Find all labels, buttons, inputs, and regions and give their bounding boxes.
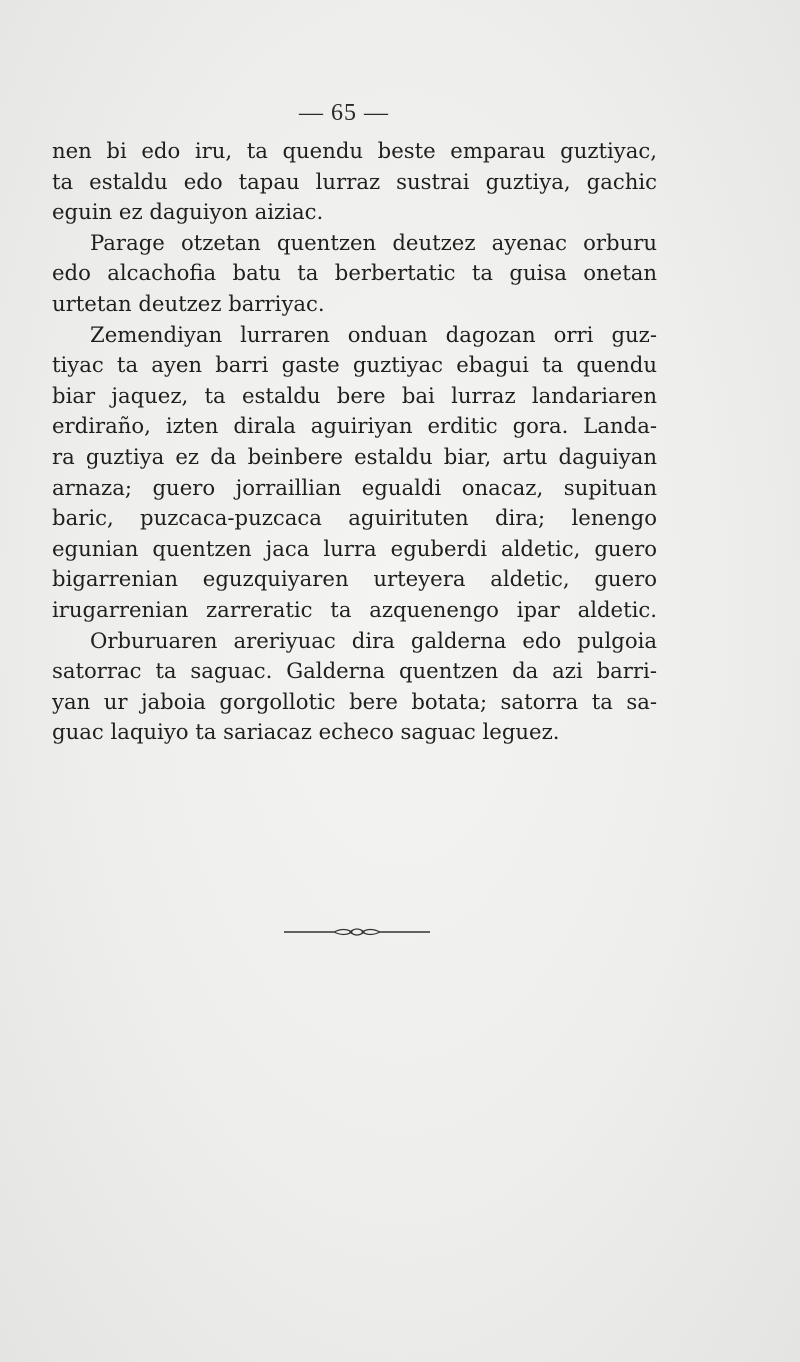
horizontal-flourish-ornament-icon (282, 925, 432, 939)
text-line: nen bi edo iru, ta quendu beste emparau guztiyac, (52, 138, 657, 163)
text-line: guac laquiyo ta sariacaz echeco saguac leguez. (52, 719, 560, 745)
text-line: satorrac ta saguac. Galderna quentzen da azi barri- (52, 658, 657, 684)
text-line: urtetan deutzez barriyac. (52, 290, 325, 316)
text-line: ra guztiya ez da beinbere estaldu biar, artu daguiyan (52, 443, 657, 469)
text-line: edo alcachofia batu ta berbertatic ta guisa onetan (52, 260, 657, 286)
text-line: tiyac ta ayen barri gaste guztiyac ebagui ta quendu (52, 352, 657, 378)
text-line: bigarrenian eguzquiyaren urteyera aldetic, guero (52, 566, 657, 592)
text-line: irugarrenian zarreratic ta azquenengo ipar aldetic. (52, 596, 657, 622)
page-number: — 65 — (299, 100, 389, 126)
text-line: ta estaldu edo tapau lurraz sustrai guztiya, gachic (52, 168, 657, 194)
text-line: arnaza; guero jorraillian egualdi onacaz, supituan (52, 474, 657, 500)
text-line: egunian quentzen jaca lurra eguberdi aldetic, guero (52, 535, 657, 561)
text-line: Zemendiyan lurraren onduan dagozan orri guz- (90, 321, 657, 347)
text-line: erdiraño, izten dirala aguiriyan erditic gora. Landa- (52, 413, 657, 439)
text-line: Parage otzetan quentzen deutzez ayenac orburu (90, 229, 657, 255)
body-text (52, 136, 657, 748)
text-line: biar jaquez, ta estaldu bere bai lurraz landariaren (52, 382, 657, 408)
text-line: eguin ez daguiyon aiziac. (52, 199, 324, 225)
text-line: baric, puzcaca-puzcaca aguirituten dira; lenengo (52, 505, 657, 531)
text-line: yan ur jaboia gorgollotic bere botata; satorra ta sa- (52, 688, 657, 714)
text-line: Orburuaren areriyuac dira galderna edo pulgoia (90, 627, 657, 653)
